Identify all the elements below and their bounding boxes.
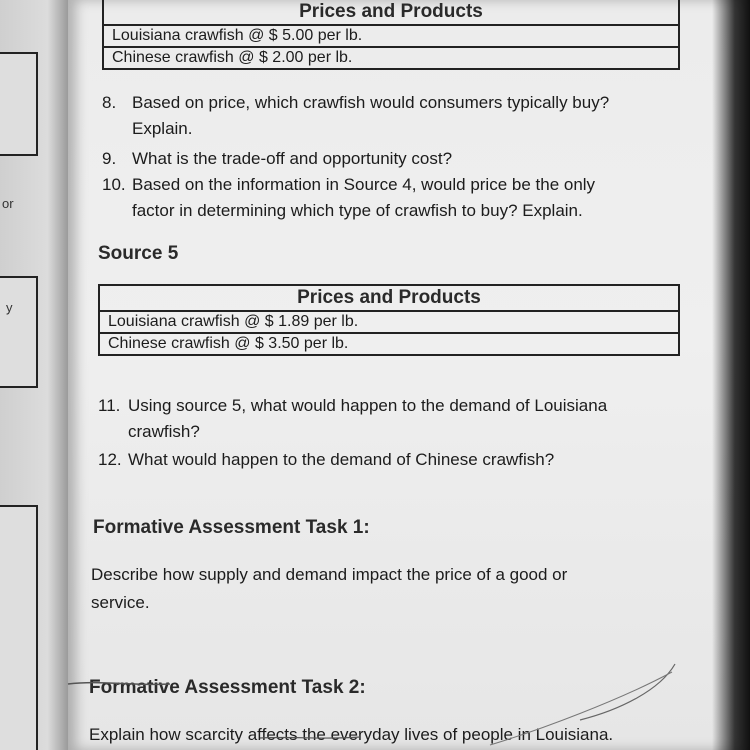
task2-heading: Formative Assessment Task 2: bbox=[89, 677, 366, 698]
question-9 bbox=[102, 146, 452, 172]
adjacent-page-box bbox=[0, 505, 38, 750]
source4-table bbox=[102, 0, 680, 70]
question-text: crawfish? bbox=[128, 422, 200, 441]
question-8 bbox=[102, 90, 609, 142]
question-number: 8. bbox=[102, 93, 117, 112]
task1-prompt bbox=[91, 561, 567, 617]
question-12 bbox=[98, 447, 554, 473]
margin-mark: y bbox=[6, 300, 13, 315]
question-number: 9. bbox=[102, 149, 117, 168]
table-row: Chinese crawfish @ $ 2.00 per lb. bbox=[103, 47, 679, 69]
question-number: 12. bbox=[98, 450, 122, 469]
task2-text: Explain how scarcity affects the everyday lives of people in Louisiana. bbox=[89, 725, 614, 744]
table-row: Chinese crawfish @ $ 3.50 per lb. bbox=[99, 333, 679, 355]
task1-heading: Formative Assessment Task 1: bbox=[93, 517, 370, 538]
source5-title: Source 5 bbox=[98, 243, 179, 264]
question-text: factor in determining which type of crawfish to buy? Explain. bbox=[132, 201, 583, 220]
question-text: What is the trade-off and opportunity cost? bbox=[132, 149, 453, 168]
source5-table bbox=[98, 284, 680, 356]
question-10 bbox=[102, 172, 595, 224]
question-text: Based on the information in Source 4, would price be the only bbox=[132, 175, 596, 194]
question-number: 11. bbox=[98, 396, 121, 415]
task1-text: Describe how supply and demand impact the price of a good or bbox=[91, 565, 568, 584]
table-header: Prices and Products bbox=[103, 0, 679, 25]
adjacent-page-box bbox=[0, 52, 38, 156]
question-text: Based on price, which crawfish would consumers typically buy? bbox=[132, 93, 610, 112]
adjacent-page-box bbox=[0, 276, 38, 388]
table-row: Louisiana crawfish @ $ 1.89 per lb. bbox=[99, 311, 679, 333]
adjacent-page bbox=[0, 0, 68, 750]
task1-text: service. bbox=[91, 593, 150, 612]
margin-mark: or bbox=[2, 196, 14, 211]
table-row: Louisiana crawfish @ $ 5.00 per lb. bbox=[103, 25, 679, 47]
question-number: 10. bbox=[102, 175, 126, 194]
question-text: What would happen to the demand of Chinese crawfish? bbox=[128, 450, 555, 469]
task2-prompt bbox=[89, 721, 613, 749]
question-text: Explain. bbox=[132, 119, 193, 138]
photo-shadow bbox=[712, 0, 750, 750]
question-text: Using source 5, what would happen to the demand of Louisiana bbox=[128, 396, 608, 415]
question-11 bbox=[98, 393, 607, 445]
table-header: Prices and Products bbox=[99, 285, 679, 311]
